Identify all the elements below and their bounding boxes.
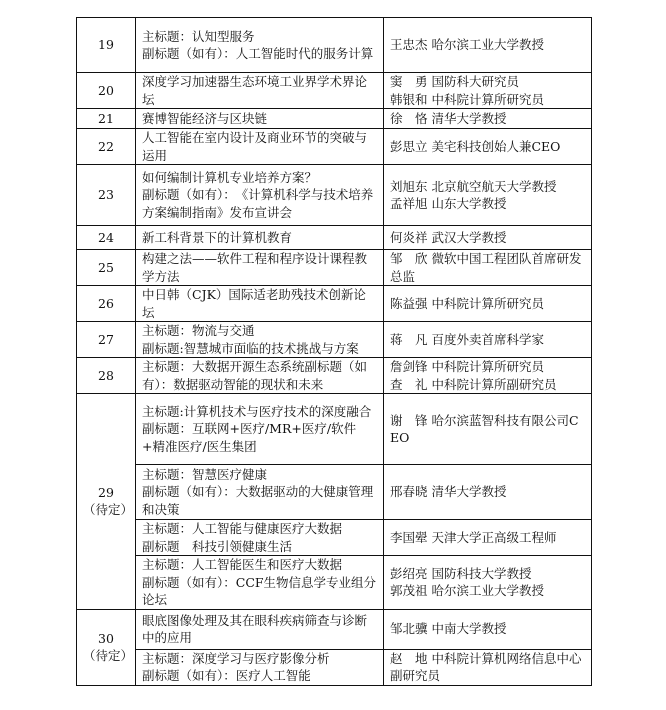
table-row: [77, 73, 592, 109]
topic-cell: [136, 394, 384, 465]
table-row: [77, 322, 592, 358]
table-row: [77, 358, 592, 394]
number-text: 28: [98, 367, 114, 383]
row-number: [77, 109, 136, 129]
topic-line: 主标题：认知型服务: [142, 28, 255, 44]
number-text: 20: [98, 82, 114, 98]
row-number: [77, 73, 136, 109]
number-text: 23: [98, 187, 114, 203]
table-row: [77, 286, 592, 322]
host-line: 徐 恪 清华大学教授: [390, 110, 507, 126]
table-subrow: [77, 465, 592, 520]
row-number: [77, 322, 136, 358]
number-text: 27: [98, 331, 114, 347]
topic-cell: [136, 520, 384, 556]
topic-line: 副标题（如有）：医疗人工智能: [142, 668, 311, 683]
topic-cell: [136, 609, 384, 649]
topic-line: 副标题（如有）：CCF生物信息学专业组分论坛: [142, 574, 377, 607]
host-line: 郭茂祖 哈尔滨工业大学教授: [390, 583, 544, 599]
number-text: 29: [98, 484, 114, 500]
topic-cell: [136, 73, 384, 109]
row-number: [77, 394, 136, 610]
row-number: [77, 358, 136, 394]
host-line: 何炎祥 武汉大学教授: [390, 229, 507, 245]
table-subrow: [77, 556, 592, 610]
row-number: [77, 250, 136, 286]
topic-line: 主标题：深度学习与医疗影像分析: [142, 650, 330, 666]
host-cell: [384, 73, 592, 109]
host-cell: [384, 609, 592, 649]
host-line: 彭绍亮 国防科技大学教授: [390, 565, 532, 581]
table-row: [77, 250, 592, 286]
topic-cell: [136, 358, 384, 394]
number-text: 26: [98, 295, 114, 311]
host-cell: [384, 556, 592, 610]
table-row: [77, 129, 592, 165]
topic-line: 深度学习加速器生态环境工业界学术界论坛: [142, 74, 368, 107]
host-line: 刘旭东 北京航空航天大学教授: [390, 178, 557, 194]
topic-cell: [136, 109, 384, 129]
topic-line: 主标题：大数据开源生态系统副标题（如有）：数据驱动智能的现状和未来: [142, 359, 368, 392]
row-number: [77, 286, 136, 322]
topic-line: 新工科背景下的计算机教育: [142, 229, 293, 245]
host-line: 王忠杰 哈尔滨工业大学教授: [390, 37, 544, 53]
host-cell: [384, 165, 592, 226]
host-line: 窦 勇 国防科大研究员: [390, 74, 519, 89]
host-cell: [384, 322, 592, 358]
topic-line: 眼底图像处理及其在眼科疾病筛查与诊断中的应用: [142, 612, 368, 645]
row-number: [77, 165, 136, 226]
host-line: 韩银和 中科院计算所研究员: [390, 91, 544, 107]
status-note: （待定）: [83, 648, 134, 663]
topic-line: 副标题（如有）： 《计算机科学与技术培养方案编制指南》发布宣讲会: [142, 187, 374, 220]
host-line: 蒋 凡 百度外卖首席科学家: [390, 331, 544, 347]
topic-cell: [136, 465, 384, 520]
host-line: 赵 地 中科院计算机网络信息中心副研究员: [390, 650, 582, 683]
host-cell: [384, 649, 592, 685]
topic-cell: [136, 18, 384, 73]
host-cell: [384, 129, 592, 165]
table-row: [77, 18, 592, 73]
host-cell: [384, 286, 592, 322]
row-number: [77, 129, 136, 165]
host-cell: [384, 520, 592, 556]
table-row: [77, 609, 592, 649]
topic-cell: [136, 250, 384, 286]
number-text: 22: [98, 138, 114, 154]
host-cell: [384, 18, 592, 73]
topic-line: 中日韩（CJK）国际适老助残技术创新论坛: [142, 287, 366, 320]
topic-line: 人工智能在室内设计及商业环节的突破与运用: [142, 130, 368, 163]
topic-line: 主标题:计算机技术与医疗技术的深度融合: [142, 403, 372, 419]
host-line: 李国翚 天津大学正高级工程师: [390, 529, 557, 545]
topic-cell: [136, 165, 384, 226]
host-cell: [384, 250, 592, 286]
topic-line: 副标题 科技引领健康生活: [142, 538, 293, 554]
number-text: 19: [98, 37, 114, 53]
host-cell: [384, 109, 592, 129]
host-line: 彭思立 美宅科技创始人兼CEO: [390, 138, 561, 154]
topic-line: 副标题：互联网+医疗/MR+医疗/软件+精准医疗/医生集团: [142, 421, 357, 454]
host-line: 邢春晓 清华大学教授: [390, 484, 507, 500]
number-text: 25: [98, 259, 114, 275]
topic-line: 赛博智能经济与区块链: [142, 110, 268, 126]
host-line: 邹 欣 微软中国工程团队首席研发总监: [390, 251, 582, 284]
table-row: [77, 394, 592, 465]
topic-cell: [136, 226, 384, 250]
topic-line: 如何编制计算机专业培养方案？: [142, 169, 318, 185]
topic-line: 副标题:智慧城市面临的技术挑战与方案: [142, 340, 359, 356]
number-text: 21: [98, 110, 114, 126]
host-line: 查 礼 中科院计算所副研究员: [390, 376, 557, 392]
table-subrow: [77, 649, 592, 685]
topic-cell: [136, 129, 384, 165]
topic-line: 主标题：人工智能医生和医疗大数据: [142, 557, 343, 572]
forum-schedule-table: [76, 17, 592, 686]
host-cell: [384, 358, 592, 394]
host-cell: [384, 226, 592, 250]
number-text: 24: [98, 229, 114, 245]
host-cell: [384, 394, 592, 465]
row-number: [77, 609, 136, 685]
row-number: [77, 226, 136, 250]
topic-line: 副标题（如有）：大数据驱动的大健康管理和决策: [142, 484, 374, 517]
row-number: [77, 18, 136, 73]
table-row: [77, 226, 592, 250]
table-row: [77, 165, 592, 226]
host-line: 孟祥旭 山东大学教授: [390, 196, 507, 211]
host-line: 邹北骥 中南大学教授: [390, 621, 507, 637]
topic-cell: [136, 286, 384, 322]
topic-line: 主标题：智慧医疗健康: [142, 466, 268, 482]
topic-cell: [136, 649, 384, 685]
host-line: 谢 锋 哈尔滨蓝智科技有限公司CEO: [390, 412, 579, 445]
status-note: （待定）: [83, 502, 134, 518]
topic-cell: [136, 556, 384, 610]
host-line: 陈益强 中科院计算所研究员: [390, 295, 544, 311]
topic-line: 主标题：人工智能与健康医疗大数据: [142, 521, 343, 536]
host-cell: [384, 465, 592, 520]
number-text: 30: [98, 630, 114, 646]
table-subrow: [77, 520, 592, 556]
topic-line: 构建之法——软件工程和程序设计课程教学方法: [142, 251, 368, 284]
topic-line: 副标题（如有）：人工智能时代的服务计算: [142, 46, 374, 61]
host-line: 詹剑锋 中科院计算所研究员: [390, 359, 544, 374]
topic-line: 主标题：物流与交通: [142, 323, 255, 338]
table-row: [77, 109, 592, 129]
topic-cell: [136, 322, 384, 358]
